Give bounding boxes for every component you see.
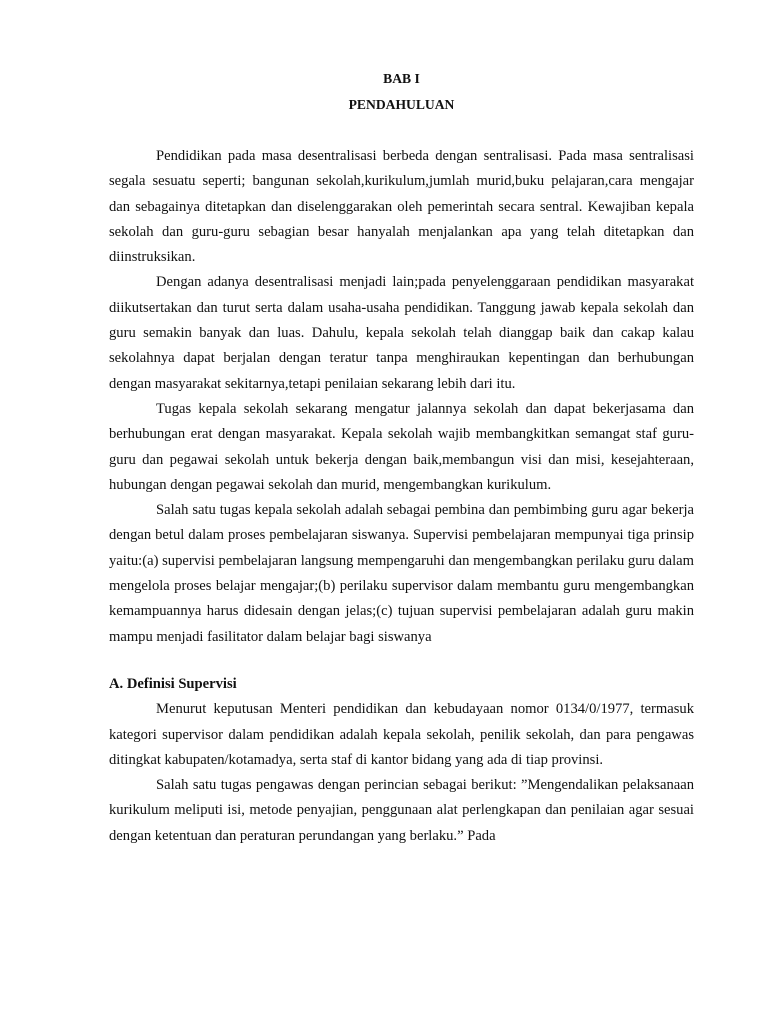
intro-paragraph-4: Salah satu tugas kepala sekolah adalah sebagai pembina dan pembimbing guru agar bekerja dengan betul dalam proses pembelajaran siswanya. Supervisi pembelajaran mempunyai tiga prinsip yaitu:(a) supervisi pembelajaran langsung mempengaruhi dan mengembangkan perilaku guru dalam mengelola proses belajar mengajar;(b) perilaku supervisor dalam membantu guru mengembangkan kemampuannya harus didesain dengan jelas;(c) tujuan supervisi pembelajaran adalah guru makin mampu menjadi fasilitator dalam belajar bagi siswanya [109, 502, 694, 645]
intro-paragraph-1: Pendidikan pada masa desentralisasi berbeda dengan sentralisasi. Pada masa sentralisasi segala sesuatu seperti; bangunan sekolah,kurikulum,jumlah murid,buku pelajaran,cara mengajar dan sebagainya ditetapkan dan diselenggarakan oleh pemerintah secara sentral. Kewajiban kepala sekolah dan guru-guru sebagian besar hanyalah menjalankan apa yang telah ditetapkan dan diinstruksikan. [109, 148, 694, 266]
intro-paragraph-3: Tugas kepala sekolah sekarang mengatur jalannya sekolah dan dapat bekerjasama dan berhubungan erat dengan masyarakat. Kepala sekolah wajib membangkitkan semangat staf guru-guru dan pegawai sekolah untuk bekerja dengan baik,membangun visi dan misi, kesejahteraan, hubungan dengan pegawai sekolah dan murid, mengembangkan kurikulum. [109, 400, 694, 493]
section-a-paragraph-1: Menurut keputusan Menteri pendidikan dan kebudayaan nomor 0134/0/1977, termasuk kategori supervisor dalam pendidikan adalah kepala sekolah, penilik sekolah, dan para pengawas ditingkat kabupaten/kotamadya, serta staf di kantor bidang yang ada di tiap provinsi. [109, 701, 694, 768]
intro-paragraph-2: Dengan adanya desentralisasi menjadi lain;pada penyelenggaraan pendidikan masyarakat diikutsertakan dan turut serta dalam usaha-usaha pendidikan. Tanggung jawab kepala sekolah dan guru semakin banyak dan luas. Dahulu, kepala sekolah telah dianggap baik dan cakap kalau sekolahnya dapat berjalan dengan teratur tanpa menghiraukan kepentingan dan berhubungan dengan masyarakat sekitarnya,tetapi penilaian sekarang lebih dari itu. [109, 274, 694, 392]
section-spacer [109, 650, 694, 672]
chapter-title: PENDAHULUAN [348, 97, 455, 112]
intro-section [109, 144, 694, 650]
section-a [109, 672, 694, 849]
section-heading: A. Definisi Supervisi [109, 675, 237, 692]
section-a-paragraph-2: Salah satu tugas pengawas dengan perincian sebagai berikut: ”Mengendalikan pelaksanaan kurikulum meliputi isi, metode penyajian, penggunaan alat perlengkapan dan penilaian agar sesuai dengan ketentuan dan peraturan perundangan yang berlaku.” Pada [109, 777, 694, 844]
title-spacer [109, 118, 694, 144]
chapter-number: BAB I [383, 71, 420, 86]
